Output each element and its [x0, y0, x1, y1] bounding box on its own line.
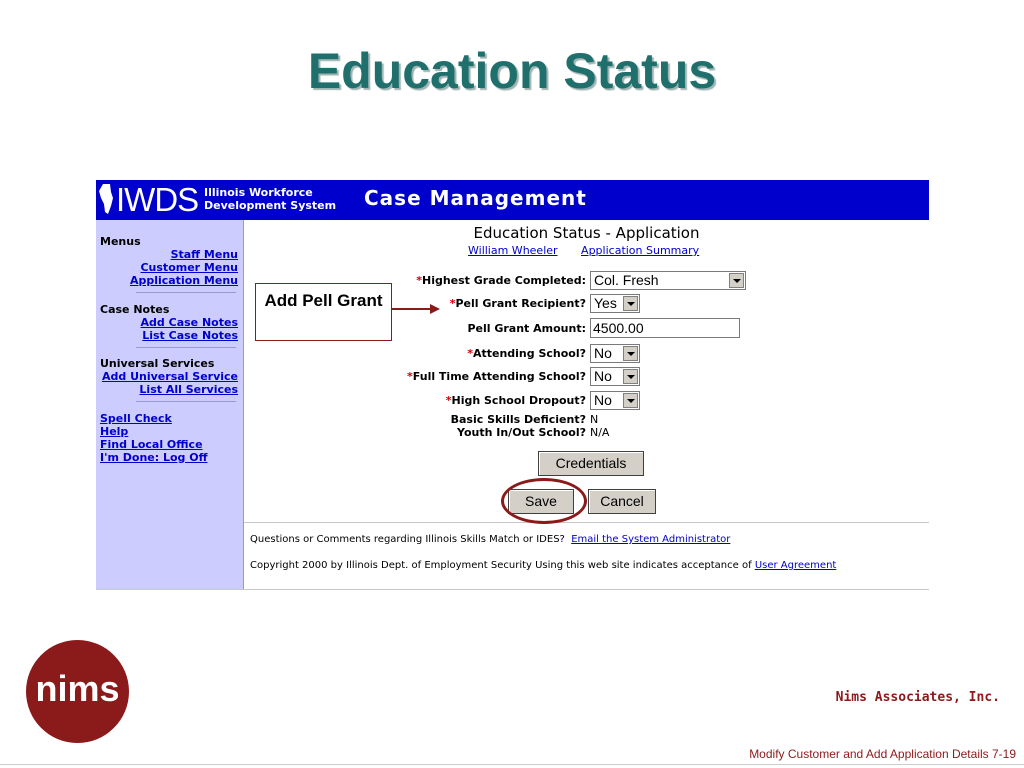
copyright-line	[250, 560, 836, 571]
slide-footer: Modify Customer and Add Application Details 7-19	[749, 747, 1016, 761]
nims-logo-text: nims	[35, 668, 120, 709]
chevron-down-icon[interactable]	[623, 296, 638, 311]
app-window	[96, 180, 929, 590]
slide-title: Education Status	[307, 43, 717, 99]
cancel-button[interactable]: Cancel	[588, 489, 656, 514]
company-name: Nims Associates, Inc.	[835, 690, 1000, 705]
nims-logo	[26, 640, 129, 743]
full-time-label	[407, 370, 586, 383]
sidebar-heading-case-notes: Case Notes	[100, 303, 170, 316]
pell-amount-label	[467, 322, 586, 335]
sidebar-heading-menus: Menus	[100, 235, 141, 248]
full-time-select[interactable]	[590, 367, 640, 386]
chevron-down-icon[interactable]	[623, 393, 638, 408]
credentials-button[interactable]: Credentials	[538, 451, 644, 476]
system-name-line1: Illinois Workforce	[204, 186, 313, 199]
dropout-select[interactable]	[590, 391, 640, 410]
basic-skills-value: N	[590, 413, 599, 426]
email-admin-link[interactable]: Email the System Administrator	[571, 534, 731, 545]
callout-arrow	[392, 301, 442, 317]
sidebar-item-list-all-services[interactable]: List All Services	[139, 383, 238, 396]
basic-skills-label: Basic Skills Deficient?	[450, 413, 586, 426]
sidebar-heading-universal-services: Universal Services	[100, 357, 215, 370]
customer-name-link[interactable]: William Wheeler	[468, 244, 558, 257]
user-agreement-link[interactable]: User Agreement	[754, 560, 837, 571]
sidebar-item-staff-menu[interactable]: Staff Menu	[170, 248, 238, 261]
full-time-label-text: Full Time Attending School?	[412, 370, 586, 383]
highest-grade-label-text: Highest Grade Completed:	[421, 274, 586, 287]
main-content	[244, 220, 929, 589]
attending-school-select[interactable]	[590, 344, 640, 363]
form-title: Education Status - Application	[473, 224, 700, 242]
youth-value: N/A	[590, 426, 610, 439]
highest-grade-select[interactable]	[590, 271, 746, 290]
sidebar-item-help[interactable]: Help	[100, 425, 129, 438]
sidebar	[96, 220, 244, 589]
sidebar-divider	[136, 347, 236, 348]
highest-grade-value: Col. Fresh	[594, 272, 659, 288]
sidebar-divider	[136, 292, 236, 293]
app-banner	[96, 180, 929, 220]
callout-box: Add Pell Grant	[255, 283, 392, 341]
sidebar-item-add-case-notes[interactable]: Add Case Notes	[140, 316, 238, 329]
required-mark: *	[407, 370, 413, 383]
attending-school-value: No	[594, 345, 612, 361]
sidebar-item-customer-menu[interactable]: Customer Menu	[140, 261, 238, 274]
save-button[interactable]: Save	[508, 489, 574, 514]
required-mark: *	[445, 394, 452, 407]
sidebar-item-find-local-office[interactable]: Find Local Office	[100, 438, 203, 451]
youth-label: Youth In/Out School?	[456, 426, 586, 439]
sidebar-item-spell-check[interactable]: Spell Check	[100, 412, 172, 425]
sidebar-item-log-off[interactable]: I'm Done: Log Off	[100, 451, 208, 464]
questions-text: Questions or Comments regarding Illinois Skills Match or IDES?	[250, 534, 565, 545]
pell-recipient-value: Yes	[594, 295, 617, 311]
dropout-label-text: High School Dropout?	[451, 394, 586, 407]
system-name-line2: Development System	[204, 199, 337, 212]
pell-recipient-label-text: Pell Grant Recipient?	[455, 297, 586, 310]
dropout-label	[446, 394, 586, 407]
highest-grade-label	[416, 274, 586, 287]
dropout-value: No	[594, 392, 612, 408]
required-mark: *	[467, 347, 473, 360]
sidebar-item-application-menu[interactable]: Application Menu	[129, 274, 238, 287]
pell-amount-label-text: Pell Grant Amount:	[467, 322, 586, 335]
sidebar-item-add-universal-service[interactable]: Add Universal Service	[102, 370, 238, 383]
iwds-logo: IWDS	[116, 181, 199, 218]
required-mark: *	[416, 274, 422, 287]
copyright-text: Copyright 2000 by Illinois Dept. of Employment Security Using this web site indicates acceptance of	[250, 560, 752, 571]
questions-line	[250, 534, 730, 545]
sidebar-item-list-case-notes[interactable]: List Case Notes	[142, 329, 238, 342]
chevron-down-icon[interactable]	[623, 369, 638, 384]
chevron-down-icon[interactable]	[623, 346, 638, 361]
module-title: Case Management	[364, 186, 587, 210]
footer-divider	[0, 764, 1024, 765]
illinois-map-icon	[99, 184, 113, 214]
form-links	[468, 244, 719, 257]
pell-amount-input[interactable]: 4500.00	[590, 318, 740, 338]
full-time-value: No	[594, 368, 612, 384]
pell-recipient-select[interactable]	[590, 294, 640, 313]
system-name	[204, 186, 336, 212]
attending-school-label-text: Attending School?	[472, 347, 586, 360]
required-mark: *	[449, 297, 456, 310]
sidebar-divider	[136, 401, 236, 402]
attending-school-label	[467, 347, 586, 360]
pell-recipient-label	[450, 297, 586, 310]
chevron-down-icon[interactable]	[729, 273, 744, 288]
content-divider	[244, 522, 929, 523]
application-summary-link[interactable]: Application Summary	[581, 244, 700, 257]
save-highlight-circle	[501, 478, 587, 524]
